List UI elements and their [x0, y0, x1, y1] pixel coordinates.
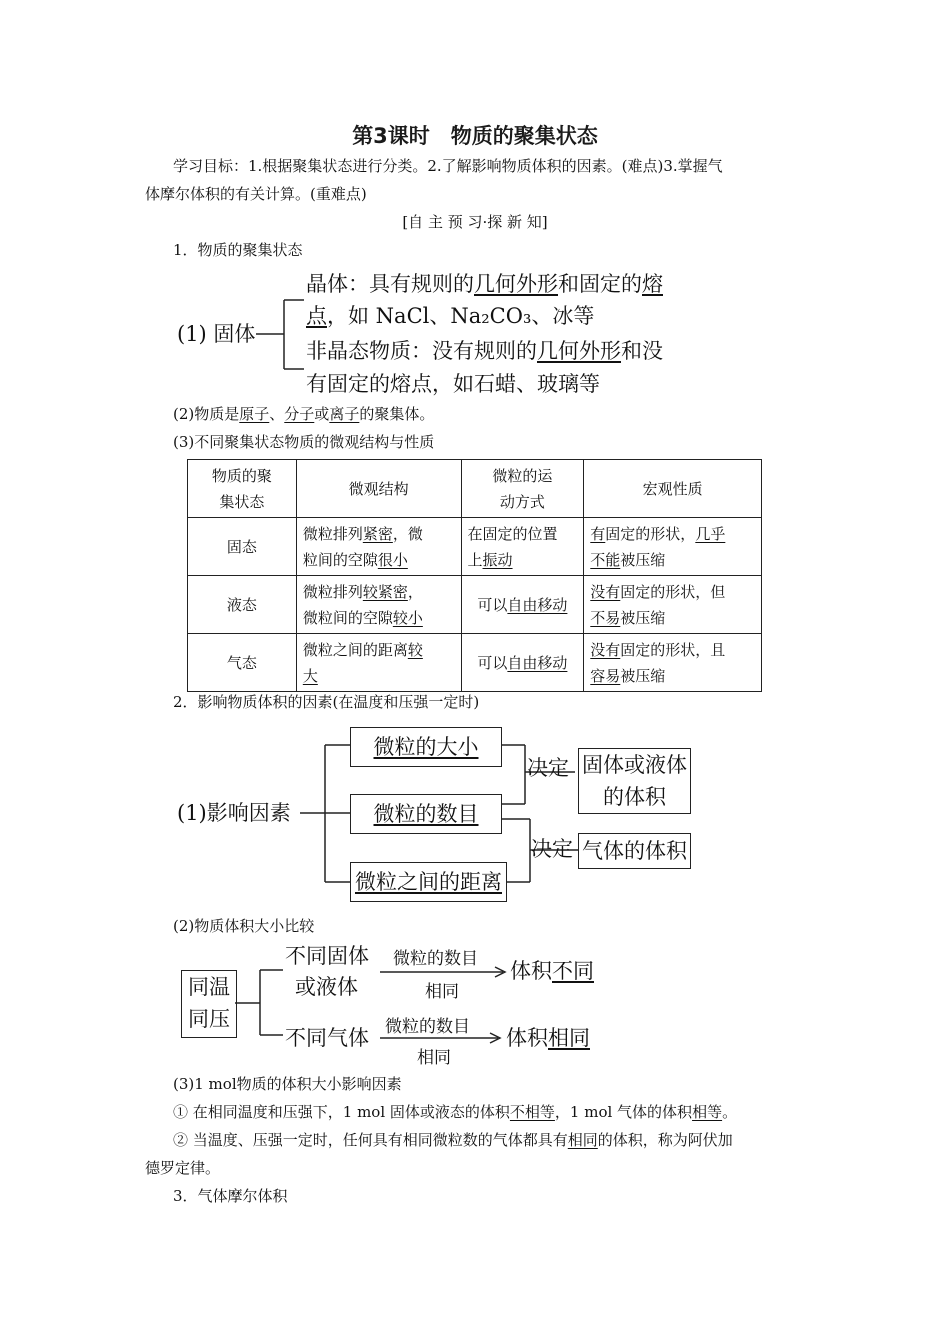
mol-volume-item-2: ② 当温度、压强一定时，任何具有相同微粒数的气体都具有相同的体积，称为阿伏加	[173, 1131, 733, 1149]
header-state: 物质的聚 集状态	[188, 460, 297, 518]
solid-label: (1) 固体	[177, 322, 256, 346]
arrow-label-bottom-2: 相同	[417, 1048, 451, 1068]
section-header: [自 主 预 习·探 新 知]	[402, 213, 548, 231]
table-row: 气态 微粒之间的距离较 大 可以自由移动 没有固定的形状，且 容易被压缩	[188, 634, 762, 692]
page-title: 第3课时 物质的聚集状态	[352, 124, 598, 148]
compare-gas: 不同气体	[285, 1026, 369, 1050]
box-solid-liquid-volume: 固体或液体 的体积	[578, 748, 691, 814]
compare-result-1: 体积不同	[510, 959, 594, 983]
compare-solid-2: 或液体	[295, 975, 358, 999]
objectives-line-1: 学习目标：1.根据聚集状态进行分类。2.了解影响物质体积的因素。(难点)3.掌握气	[173, 157, 723, 175]
arrow-label-top-1: 微粒的数目	[393, 949, 478, 969]
box-particle-count: 微粒的数目	[350, 794, 502, 834]
section-1-heading: 1．物质的聚集状态	[173, 241, 303, 259]
compare-result-2: 体积相同	[506, 1026, 590, 1050]
solid-brace	[256, 295, 306, 375]
states-table	[187, 459, 762, 692]
compare-heading: (2)物质体积大小比较	[173, 917, 315, 935]
arrow-label-top-2: 微粒的数目	[385, 1017, 470, 1037]
composition-line: (2)物质是原子、分子或离子的聚集体。	[173, 405, 435, 423]
box-gas-volume: 气体的体积	[578, 833, 691, 869]
box-particle-distance: 微粒之间的距离	[350, 862, 507, 902]
table-caption: (3)不同聚集状态物质的微观结构与性质	[173, 433, 435, 451]
compare-solid-1: 不同固体	[285, 944, 369, 968]
crystal-line-1: 晶体：具有规则的几何外形和固定的熔	[306, 272, 663, 296]
objectives-line-2: 体摩尔体积的有关计算。(重难点)	[145, 185, 367, 203]
factor-label: (1)影响因素	[177, 801, 291, 825]
crystal-blank-shape: 几何外形	[474, 272, 558, 296]
arrow-label-bottom-1: 相同	[425, 982, 459, 1002]
table-row: 液态 微粒排列较紧密， 微粒间的空隙较小 可以自由移动 没有固定的形状，但 不易被压缩	[188, 576, 762, 634]
section-3-heading: 3．气体摩尔体积	[173, 1187, 288, 1205]
box-particle-size: 微粒的大小	[350, 727, 502, 767]
mol-volume-item-1: ① 在相同温度和压强下，1 mol 固体或液态的体积不相等，1 mol 气体的体积相等。	[173, 1103, 738, 1121]
amorphous-line-2: 有固定的熔点，如石蜡、玻璃等	[306, 372, 600, 396]
crystal-line-2: 点，如 NaCl、Na₂CO₃、冰等	[306, 304, 595, 328]
header-motion: 微粒的运 动方式	[461, 460, 584, 518]
mol-volume-item-2-cont: 德罗定律。	[145, 1159, 221, 1177]
box-same-temp-pressure: 同温 同压	[181, 970, 237, 1038]
table-row: 固态 微粒排列紧密，微 粒间的空隙很小 在固定的位置 上振动 有固定的形状，几乎 不能被压缩	[188, 518, 762, 576]
amorphous-blank-shape: 几何外形	[537, 339, 621, 363]
header-micro: 微观结构	[296, 460, 461, 518]
mol-volume-heading: (3)1 mol物质的体积大小影响因素	[173, 1075, 402, 1093]
decide-label-1: 决定	[527, 756, 569, 780]
amorphous-line-1: 非晶态物质：没有规则的几何外形和没	[306, 339, 663, 363]
decide-label-2: 决定	[531, 837, 573, 861]
section-2-heading: 2．影响物质体积的因素(在温度和压强一定时)	[173, 693, 480, 711]
header-macro: 宏观性质	[584, 460, 762, 518]
